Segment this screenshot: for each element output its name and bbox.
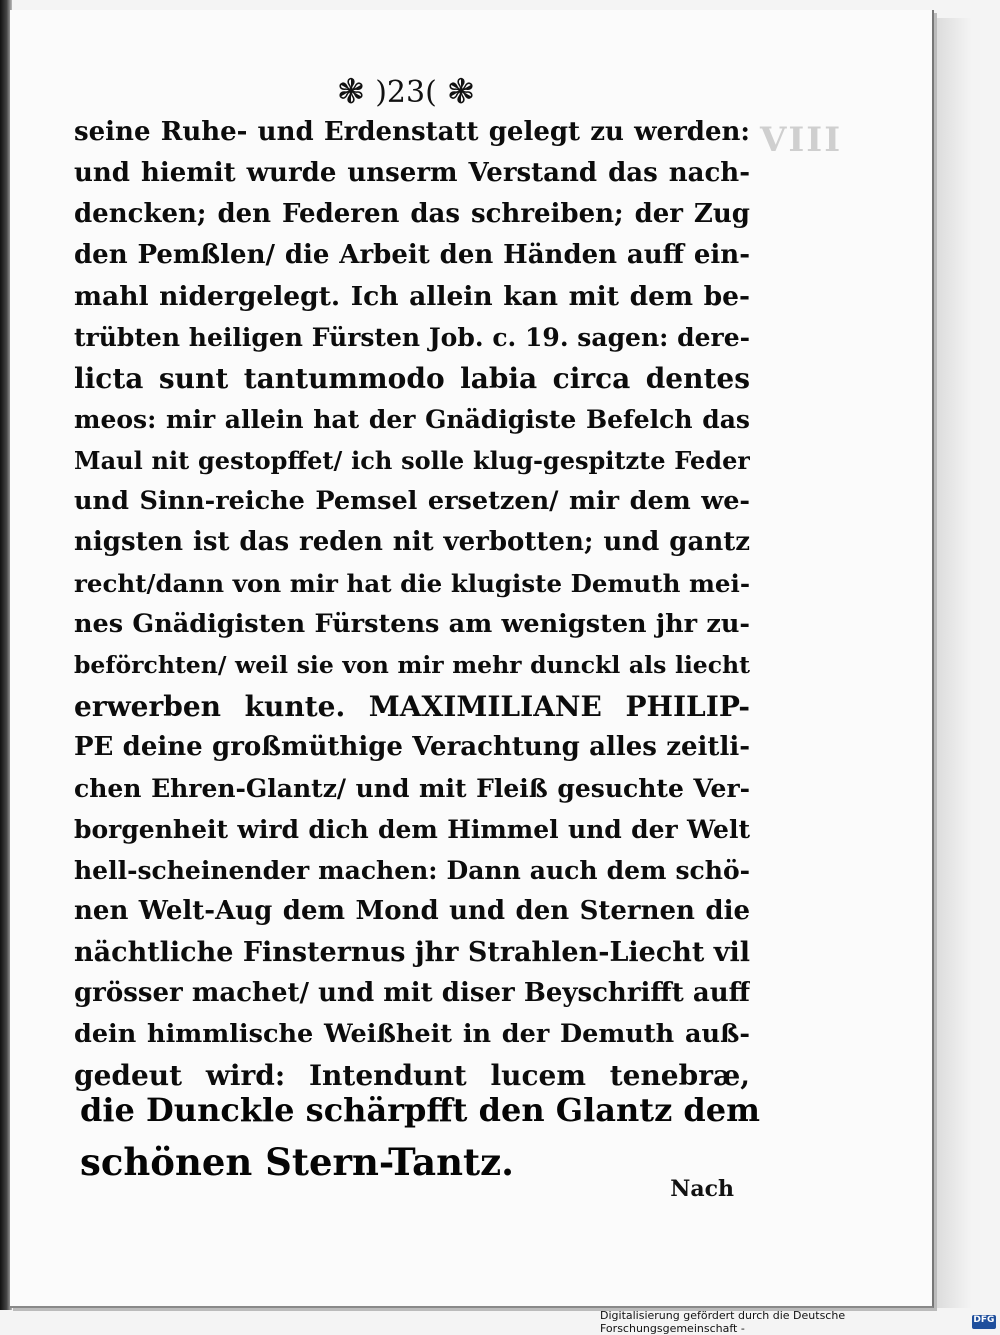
text-line: meos: mir allein hat der Gnädigiste Befelch das [74, 405, 750, 434]
closing-verse-line: die Dunckle schärpfft den Glantz dem [80, 1091, 760, 1129]
closing-verse [80, 1084, 760, 1188]
text-line: hell-scheinender machen: Dann auch dem schö- [74, 856, 750, 885]
text-line: dein himmlische Weißheit in der Demuth auß- [74, 1019, 750, 1049]
text-line: grösser machet/ und mit diser Beyschrifft auff [74, 978, 750, 1008]
text-line: und hiemit wurde unserm Verstand das nach- [74, 158, 750, 188]
page-header [316, 68, 496, 116]
digitization-credit [600, 1309, 996, 1335]
text-line: PE deine großmüthige Verachtung alles zeitli- [74, 732, 750, 762]
text-line: trübten heiligen Fürsten Job. c. 19. sagen: dere- [74, 323, 750, 352]
text-line: nigsten ist das reden nit verbotten; und gantz [74, 527, 750, 557]
text-line: mahl nidergelegt. Ich allein kan mit dem be- [74, 281, 750, 312]
text-line: nächtliche Finsternus jhr Strahlen-Liecht vil [74, 937, 750, 968]
dfg-logo-icon: DFG [972, 1315, 996, 1329]
credit-text: Digitalisierung gefördert durch die Deutsche Forschungsgemeinschaft - [600, 1309, 846, 1335]
text-line: recht/dann von mir hat die klugiste Demuth mei- [74, 569, 750, 598]
text-line: und Sinn-reiche Pemsel ersetzen/ mir dem we- [74, 486, 750, 516]
bleed-through: VIII [760, 120, 843, 160]
text-line: licta sunt tantummodo labia circa dentes [74, 362, 750, 395]
text-line: erwerben kunte. MAXIMILIANE PHILIP- [74, 690, 750, 723]
text-line: nen Welt-Aug dem Mond und den Sternen die [74, 896, 750, 926]
text-line: chen Ehren-Glantz/ und mit Fleiß gesuchte Ver- [74, 774, 750, 803]
text-line: dencken; den Federen das schreiben; der Zug [74, 199, 750, 229]
page-text [74, 112, 750, 1096]
text-line: nes Gnädigisten Fürstens am wenigsten jhr zu- [74, 609, 750, 639]
flower-ornament-right-icon: ❃ [446, 72, 476, 112]
text-line: beförchten/ weil sie von mir mehr dunckl als liecht [74, 651, 750, 679]
text-line: borgenheit wird dich dem Himmel und der Welt [74, 815, 750, 844]
text-line: seine Ruhe- und Erdenstatt gelegt zu werden: [74, 117, 750, 147]
text-line: gedeut wird: Intendunt lucem tenebræ, [74, 1059, 750, 1092]
text-line: Maul nit gestopffet/ ich solle klug-gespitzte Feder [74, 446, 750, 475]
catchword: Nach [670, 1176, 734, 1202]
page-number: )23( [375, 74, 437, 110]
closing-verse-line: schönen Stern-Tantz. [80, 1140, 514, 1184]
text-line: den Pemßlen/ die Arbeit den Händen auff ein- [74, 240, 750, 270]
flower-ornament-left-icon: ❃ [336, 72, 366, 112]
page-edge-shadow [932, 18, 972, 1308]
